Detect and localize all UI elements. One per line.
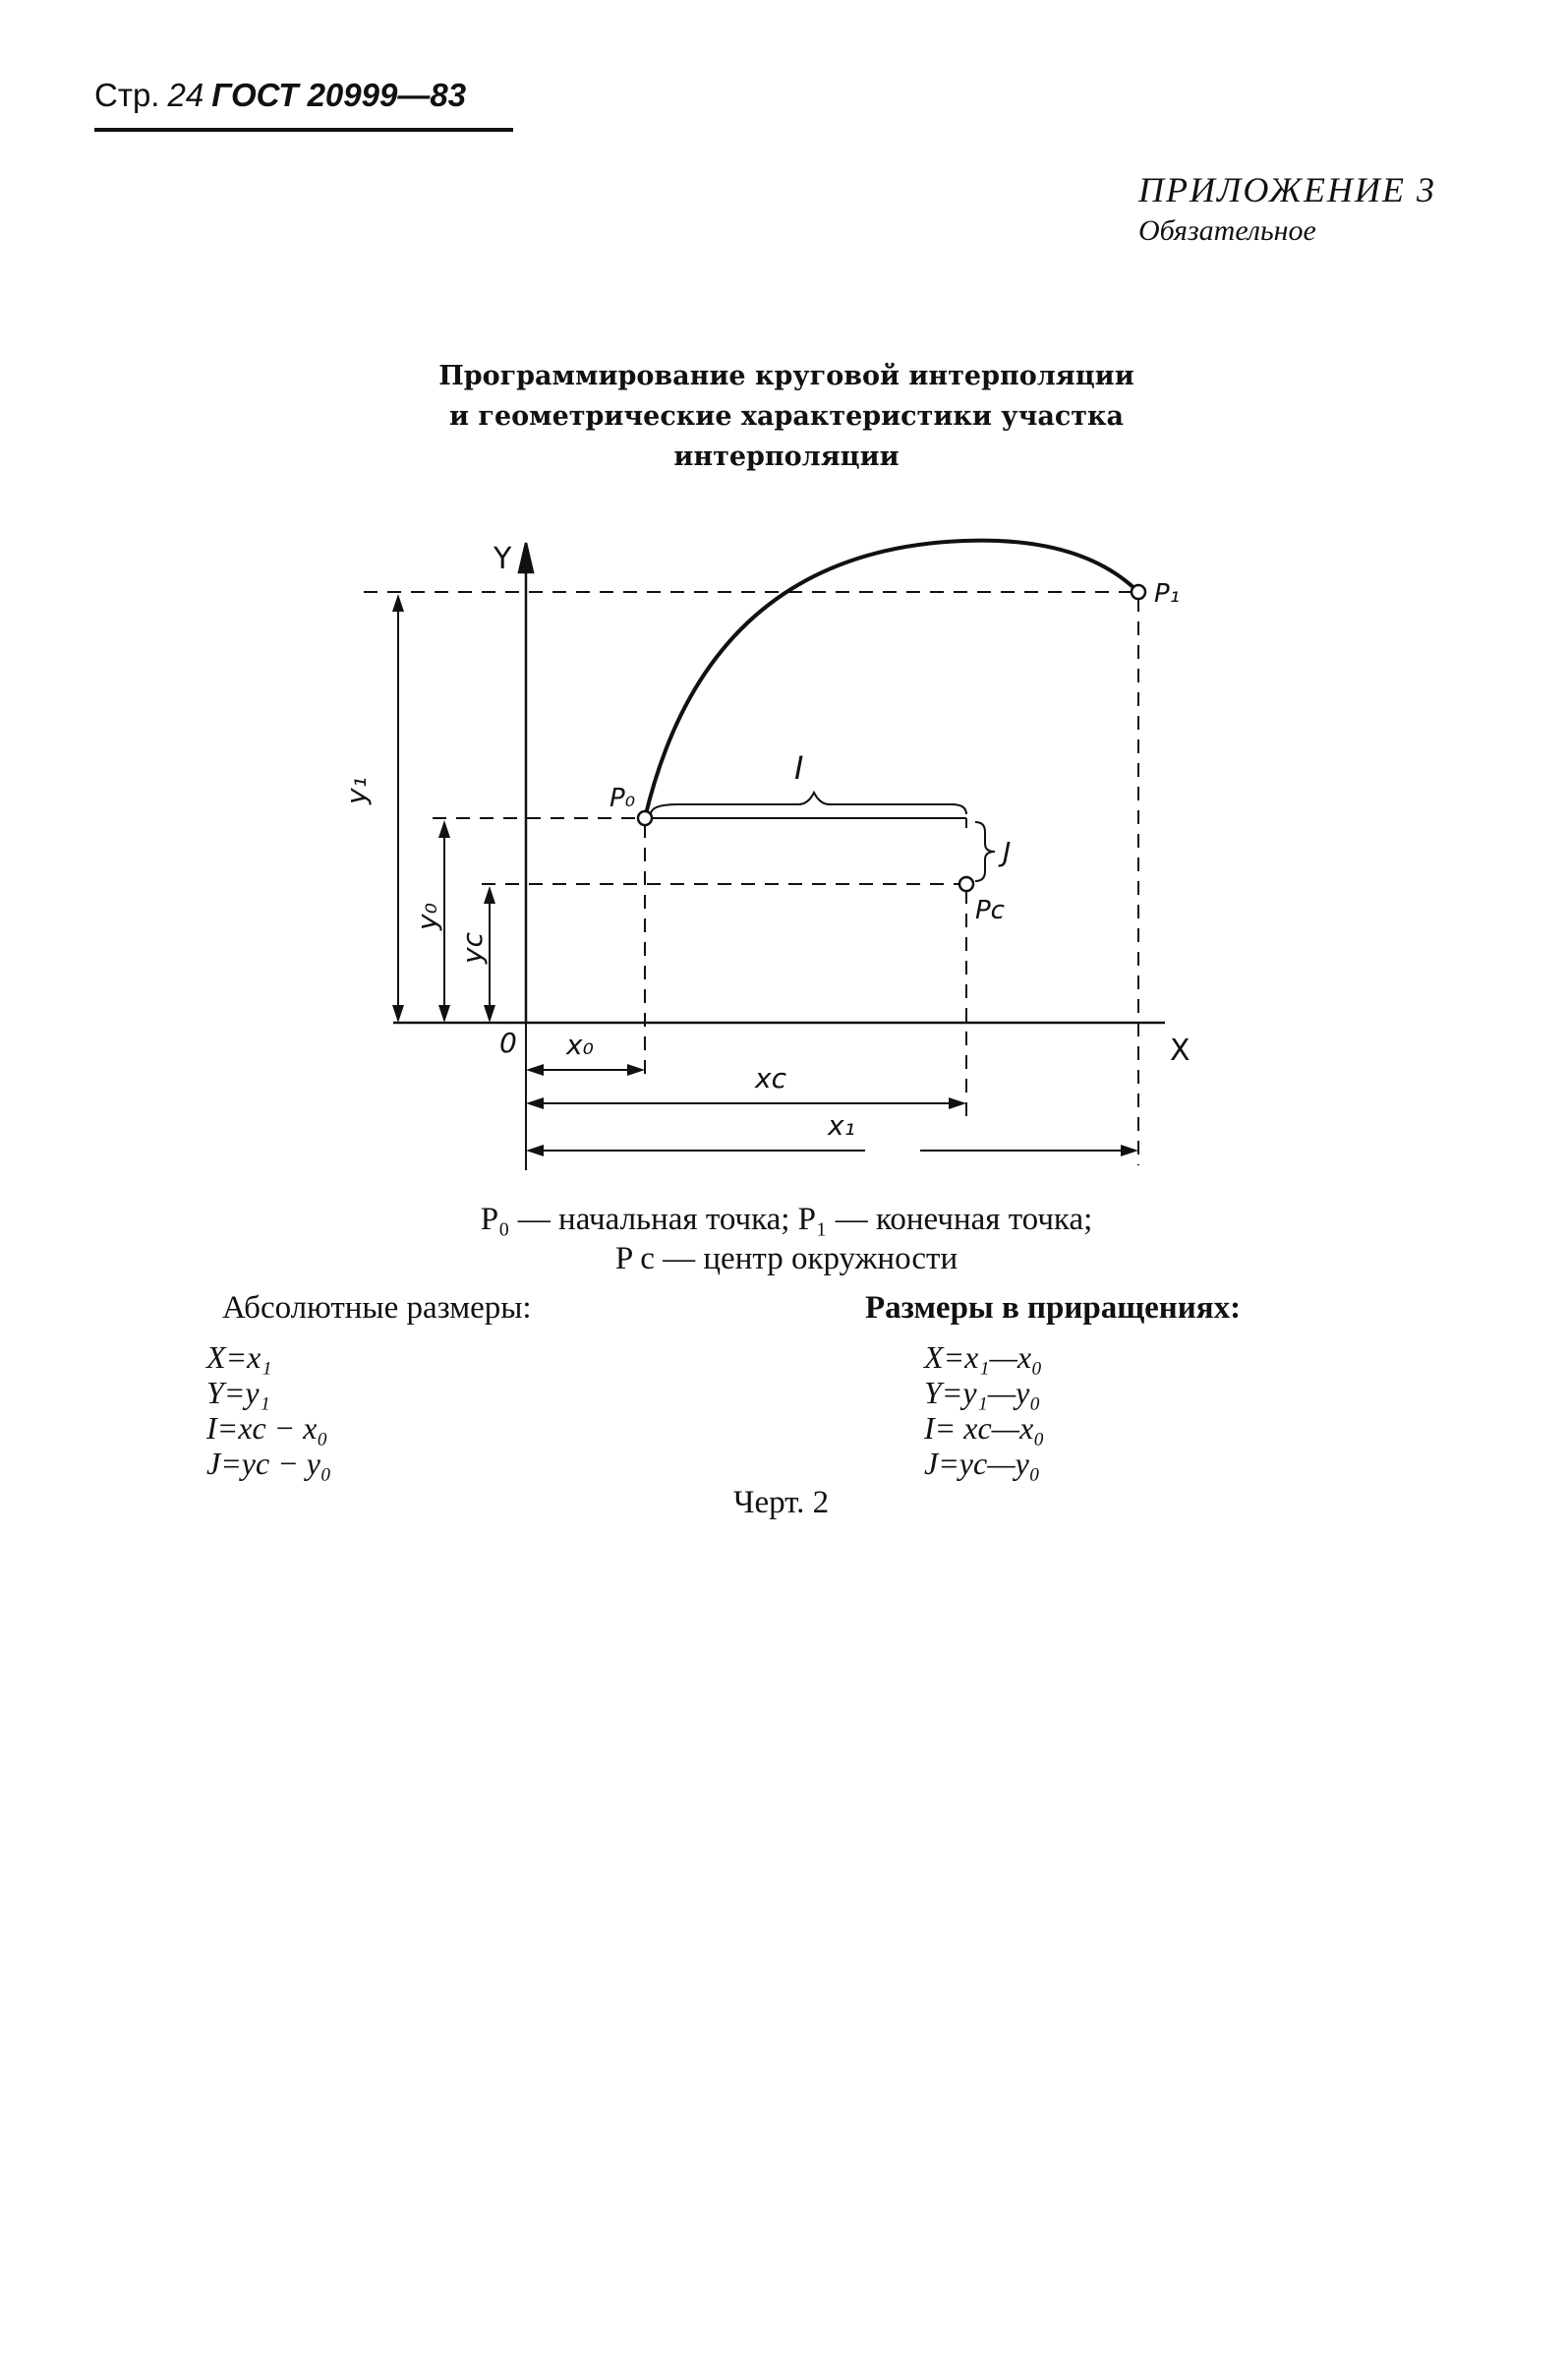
y-axis-label: Y xyxy=(494,542,512,576)
dim-xc-label: xc xyxy=(755,1062,786,1094)
appendix-title: ПРИЛОЖЕНИЕ 3 xyxy=(1138,170,1436,209)
formula: Y=y₁ xyxy=(206,1375,270,1410)
arc-p0-p1 xyxy=(645,541,1138,818)
formula: X=x₁ xyxy=(206,1339,272,1375)
arrow-xc-left xyxy=(526,1097,544,1109)
caption-line: P₀ — начальная точка; P₁ — конечная точка; xyxy=(480,1202,1093,1237)
title-line: и геометрические характеристики участка xyxy=(448,401,1124,432)
absolute-formulas xyxy=(206,1339,331,1481)
standard-number: ГОСТ 20999—83 xyxy=(211,77,467,113)
origin-label: 0 xyxy=(499,1027,517,1059)
incremental-formulas xyxy=(924,1339,1044,1481)
arrow-y0-top xyxy=(438,820,450,838)
title-line: Программирование круговой интерполяции xyxy=(438,361,1134,391)
dim-y0-label: y₀ xyxy=(411,903,443,930)
arrow-xc-right xyxy=(949,1097,966,1109)
point-p1-label: P₁ xyxy=(1154,579,1181,609)
diagram-caption xyxy=(197,1200,1376,1278)
page-prefix: Стр. xyxy=(94,77,160,113)
figure-reference: Черт. 2 xyxy=(733,1485,830,1520)
arrow-y1-top xyxy=(392,594,404,612)
offset-j-label: J xyxy=(1003,836,1012,868)
point-p1-marker xyxy=(1132,585,1145,599)
formula: Y=y₁—y₀ xyxy=(924,1375,1041,1410)
formula: J=yc—y₀ xyxy=(924,1446,1040,1481)
i-brace xyxy=(651,793,966,814)
interpolation-diagram xyxy=(0,0,1568,1180)
arrow-x0-right xyxy=(627,1064,645,1076)
page-number: 24 xyxy=(167,77,204,113)
arrow-yc-bottom xyxy=(484,1005,495,1023)
caption-line: P c — центр окружности xyxy=(614,1241,958,1276)
dim-x0-label: x₀ xyxy=(566,1029,594,1061)
arrow-x1-right xyxy=(1121,1145,1138,1156)
dim-y1-label: y₁ xyxy=(340,777,373,804)
formula: I=xc − x₀ xyxy=(206,1410,328,1446)
title-line: интерполяции xyxy=(673,442,900,472)
arrow-x0-left xyxy=(526,1064,544,1076)
arrow-x1-left xyxy=(526,1145,544,1156)
formula: J=yc − y₀ xyxy=(206,1446,332,1481)
point-p0-label: P₀ xyxy=(610,784,636,813)
point-pc-marker xyxy=(959,877,973,891)
appendix-status: Обязательное xyxy=(1138,214,1316,247)
dim-x1-label: x₁ xyxy=(828,1109,855,1142)
incremental-heading: Размеры в приращениях: xyxy=(865,1290,1242,1326)
arrow-yc-top xyxy=(484,886,495,904)
formula: I= xc—x₀ xyxy=(924,1410,1045,1446)
arrow-y0-bottom xyxy=(438,1005,450,1023)
x-axis-label: X xyxy=(1170,1034,1191,1068)
arrow-y1-bottom xyxy=(392,1005,404,1023)
dim-yc-label: yc xyxy=(456,932,489,964)
absolute-heading: Абсолютные размеры: xyxy=(222,1290,532,1326)
point-pc-label: Pc xyxy=(975,896,1005,925)
j-brace xyxy=(975,822,995,881)
formula: X=x₁—x₀ xyxy=(924,1339,1043,1375)
y-axis-arrow xyxy=(519,543,533,572)
offset-i-label: I xyxy=(794,749,804,787)
point-p0-marker xyxy=(638,811,652,825)
